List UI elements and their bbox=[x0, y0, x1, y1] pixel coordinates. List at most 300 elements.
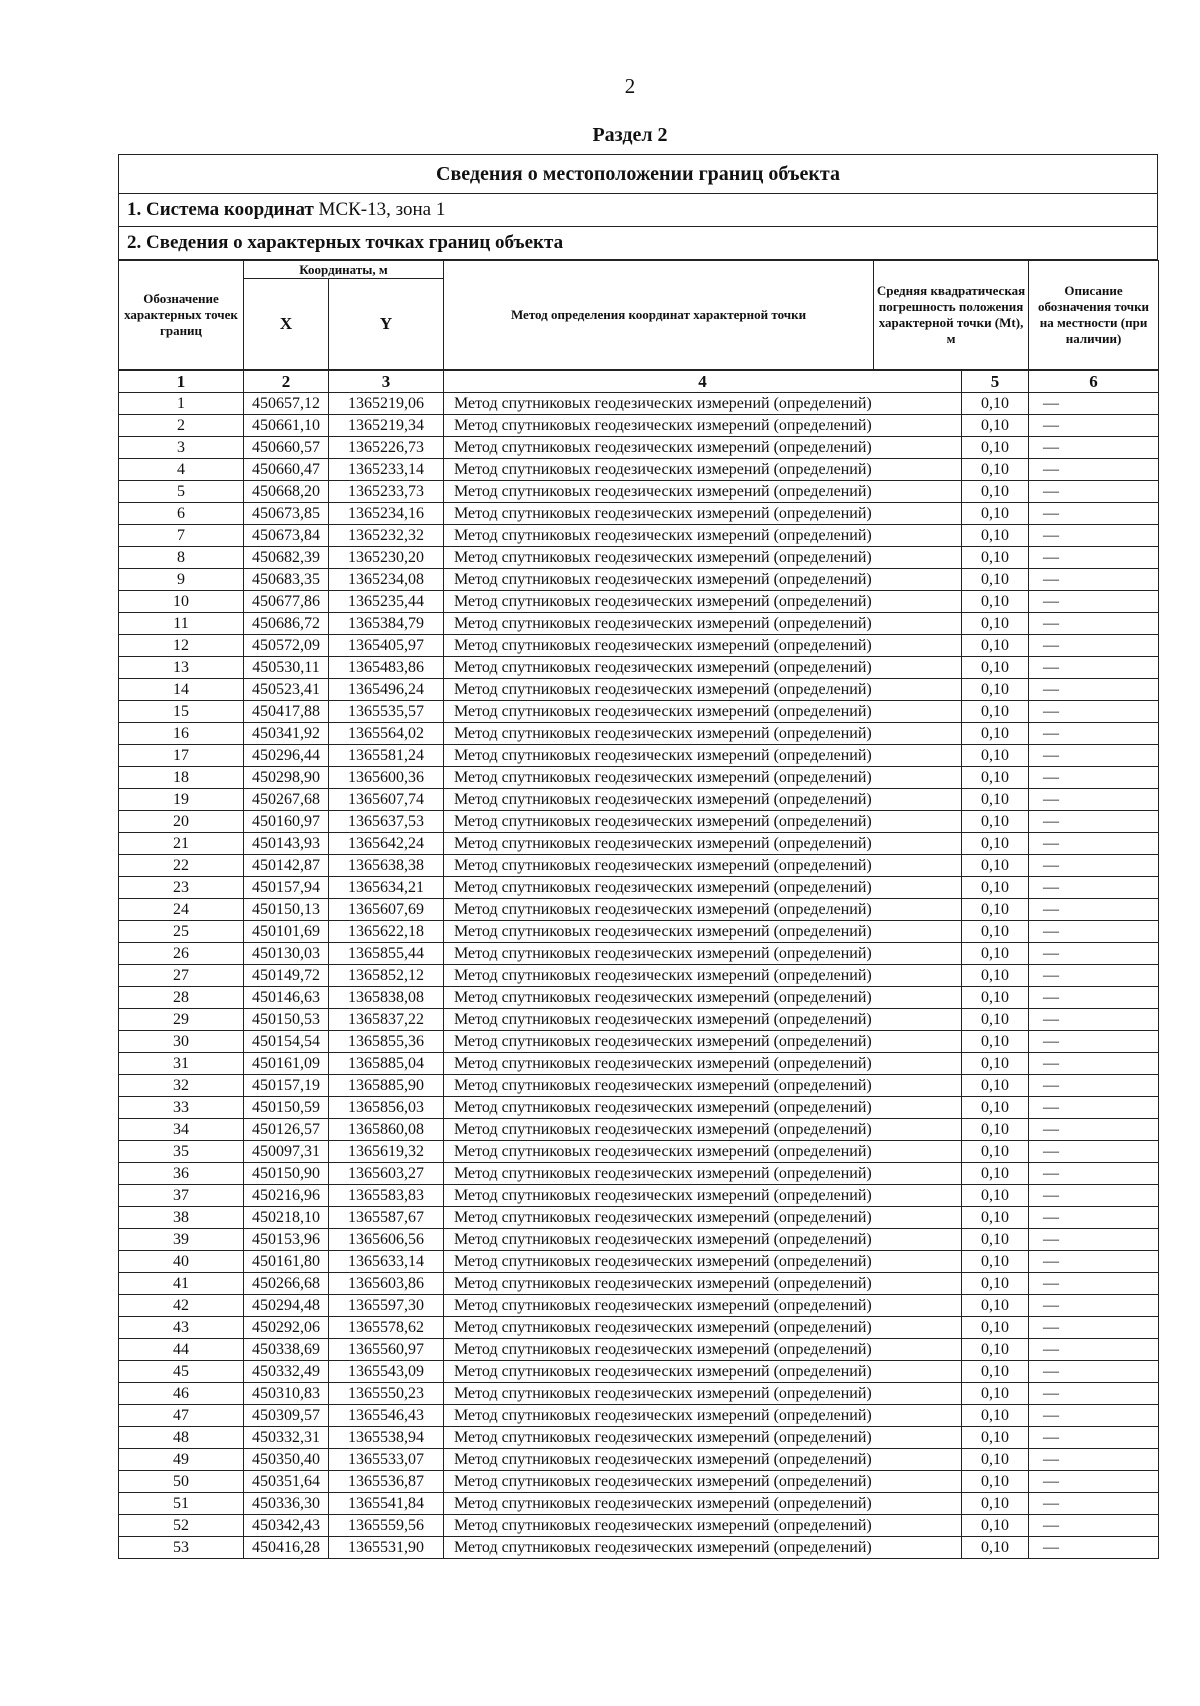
table-row bbox=[119, 1207, 1159, 1229]
point-number: 25 bbox=[119, 921, 244, 943]
point-x: 450143,93 bbox=[244, 833, 329, 855]
point-method: Метод спутниковых геодезических измерений (определений) bbox=[444, 525, 962, 547]
point-x: 450161,09 bbox=[244, 1053, 329, 1075]
point-error: 0,10 bbox=[962, 459, 1029, 481]
point-y: 1365550,23 bbox=[329, 1383, 444, 1405]
point-error: 0,10 bbox=[962, 481, 1029, 503]
point-error: 0,10 bbox=[962, 1141, 1029, 1163]
point-error: 0,10 bbox=[962, 943, 1029, 965]
point-error: 0,10 bbox=[962, 877, 1029, 899]
point-number: 21 bbox=[119, 833, 244, 855]
point-description: — bbox=[1029, 393, 1159, 415]
header-y: Y bbox=[329, 279, 444, 370]
point-x: 450218,10 bbox=[244, 1207, 329, 1229]
header-coordinates: Координаты, м bbox=[244, 261, 444, 279]
point-x: 450150,59 bbox=[244, 1097, 329, 1119]
point-x: 450161,80 bbox=[244, 1251, 329, 1273]
table-row bbox=[119, 1405, 1159, 1427]
point-y: 1365607,69 bbox=[329, 899, 444, 921]
point-number: 30 bbox=[119, 1031, 244, 1053]
point-method: Метод спутниковых геодезических измерений (определений) bbox=[444, 1273, 962, 1295]
point-description: — bbox=[1029, 1295, 1159, 1317]
point-description: — bbox=[1029, 723, 1159, 745]
point-method: Метод спутниковых геодезических измерений (определений) bbox=[444, 657, 962, 679]
point-error: 0,10 bbox=[962, 811, 1029, 833]
point-error: 0,10 bbox=[962, 547, 1029, 569]
point-error: 0,10 bbox=[962, 1119, 1029, 1141]
table-row bbox=[119, 943, 1159, 965]
table-row bbox=[119, 1229, 1159, 1251]
point-x: 450153,96 bbox=[244, 1229, 329, 1251]
point-number: 28 bbox=[119, 987, 244, 1009]
point-number: 23 bbox=[119, 877, 244, 899]
table-row bbox=[119, 833, 1159, 855]
point-description: — bbox=[1029, 1427, 1159, 1449]
point-number: 50 bbox=[119, 1471, 244, 1493]
point-error: 0,10 bbox=[962, 1339, 1029, 1361]
point-method: Метод спутниковых геодезических измерений (определений) bbox=[444, 1207, 962, 1229]
point-method: Метод спутниковых геодезических измерений (определений) bbox=[444, 1163, 962, 1185]
point-method: Метод спутниковых геодезических измерений (определений) bbox=[444, 877, 962, 899]
point-y: 1365583,83 bbox=[329, 1185, 444, 1207]
table-row bbox=[119, 723, 1159, 745]
point-error: 0,10 bbox=[962, 1449, 1029, 1471]
point-x: 450673,84 bbox=[244, 525, 329, 547]
table-row bbox=[119, 525, 1159, 547]
point-error: 0,10 bbox=[962, 613, 1029, 635]
table-row bbox=[119, 1273, 1159, 1295]
point-x: 450266,68 bbox=[244, 1273, 329, 1295]
point-number: 17 bbox=[119, 745, 244, 767]
point-y: 1365538,94 bbox=[329, 1427, 444, 1449]
point-description: — bbox=[1029, 1075, 1159, 1097]
point-y: 1365855,36 bbox=[329, 1031, 444, 1053]
table-row bbox=[119, 1493, 1159, 1515]
header-description: Описание обозначения точки на местности (при наличии) bbox=[1029, 261, 1159, 370]
table-title: Сведения о местоположении границ объекта bbox=[119, 155, 1158, 194]
point-number: 24 bbox=[119, 899, 244, 921]
point-number: 7 bbox=[119, 525, 244, 547]
point-description: — bbox=[1029, 767, 1159, 789]
point-y: 1365531,90 bbox=[329, 1537, 444, 1559]
table-row bbox=[119, 437, 1159, 459]
point-error: 0,10 bbox=[962, 1251, 1029, 1273]
point-description: — bbox=[1029, 481, 1159, 503]
point-method: Метод спутниковых геодезических измерений (определений) bbox=[444, 1405, 962, 1427]
point-description: — bbox=[1029, 965, 1159, 987]
column-number: 3 bbox=[329, 371, 444, 393]
point-y: 1365597,30 bbox=[329, 1295, 444, 1317]
point-x: 450160,97 bbox=[244, 811, 329, 833]
point-y: 1365637,53 bbox=[329, 811, 444, 833]
point-number: 2 bbox=[119, 415, 244, 437]
point-y: 1365619,32 bbox=[329, 1141, 444, 1163]
point-error: 0,10 bbox=[962, 855, 1029, 877]
point-method: Метод спутниковых геодезических измерений (определений) bbox=[444, 415, 962, 437]
point-x: 450142,87 bbox=[244, 855, 329, 877]
points-table-header bbox=[118, 260, 1159, 370]
point-x: 450157,19 bbox=[244, 1075, 329, 1097]
point-x: 450149,72 bbox=[244, 965, 329, 987]
point-method: Метод спутниковых геодезических измерений (определений) bbox=[444, 1229, 962, 1251]
point-number: 15 bbox=[119, 701, 244, 723]
column-number: 6 bbox=[1029, 371, 1159, 393]
point-number: 33 bbox=[119, 1097, 244, 1119]
point-x: 450267,68 bbox=[244, 789, 329, 811]
table-row bbox=[119, 1075, 1159, 1097]
column-number: 1 bbox=[119, 371, 244, 393]
point-error: 0,10 bbox=[962, 415, 1029, 437]
point-y: 1365219,06 bbox=[329, 393, 444, 415]
point-method: Метод спутниковых геодезических измерений (определений) bbox=[444, 1119, 962, 1141]
point-number: 12 bbox=[119, 635, 244, 657]
point-y: 1365860,08 bbox=[329, 1119, 444, 1141]
document-body bbox=[118, 154, 1158, 1559]
point-method: Метод спутниковых геодезических измерений (определений) bbox=[444, 481, 962, 503]
point-description: — bbox=[1029, 1493, 1159, 1515]
point-number: 34 bbox=[119, 1119, 244, 1141]
table-row bbox=[119, 591, 1159, 613]
point-error: 0,10 bbox=[962, 1493, 1029, 1515]
point-method: Метод спутниковых геодезических измерений (определений) bbox=[444, 1383, 962, 1405]
point-y: 1365855,44 bbox=[329, 943, 444, 965]
point-y: 1365885,90 bbox=[329, 1075, 444, 1097]
point-method: Метод спутниковых геодезических измерений (определений) bbox=[444, 679, 962, 701]
point-x: 450661,10 bbox=[244, 415, 329, 437]
point-error: 0,10 bbox=[962, 1163, 1029, 1185]
table-row bbox=[119, 1031, 1159, 1053]
point-x: 450336,30 bbox=[244, 1493, 329, 1515]
point-number: 43 bbox=[119, 1317, 244, 1339]
point-description: — bbox=[1029, 1537, 1159, 1559]
point-number: 11 bbox=[119, 613, 244, 635]
table-row bbox=[119, 789, 1159, 811]
table-row bbox=[119, 1537, 1159, 1559]
point-method: Метод спутниковых геодезических измерений (определений) bbox=[444, 811, 962, 833]
point-error: 0,10 bbox=[962, 745, 1029, 767]
point-number: 22 bbox=[119, 855, 244, 877]
point-method: Метод спутниковых геодезических измерений (определений) bbox=[444, 1471, 962, 1493]
table-row bbox=[119, 899, 1159, 921]
point-y: 1365633,14 bbox=[329, 1251, 444, 1273]
point-method: Метод спутниковых геодезических измерений (определений) bbox=[444, 987, 962, 1009]
point-method: Метод спутниковых геодезических измерений (определений) bbox=[444, 1097, 962, 1119]
point-x: 450130,03 bbox=[244, 943, 329, 965]
point-error: 0,10 bbox=[962, 1383, 1029, 1405]
point-error: 0,10 bbox=[962, 767, 1029, 789]
point-number: 16 bbox=[119, 723, 244, 745]
point-method: Метод спутниковых геодезических измерений (определений) bbox=[444, 459, 962, 481]
point-error: 0,10 bbox=[962, 1207, 1029, 1229]
point-x: 450657,12 bbox=[244, 393, 329, 415]
point-y: 1365233,14 bbox=[329, 459, 444, 481]
point-error: 0,10 bbox=[962, 1471, 1029, 1493]
point-error: 0,10 bbox=[962, 1097, 1029, 1119]
point-method: Метод спутниковых геодезических измерений (определений) bbox=[444, 393, 962, 415]
point-error: 0,10 bbox=[962, 437, 1029, 459]
point-error: 0,10 bbox=[962, 591, 1029, 613]
point-method: Метод спутниковых геодезических измерений (определений) bbox=[444, 745, 962, 767]
point-y: 1365483,86 bbox=[329, 657, 444, 679]
point-method: Метод спутниковых геодезических измерений (определений) bbox=[444, 1031, 962, 1053]
point-y: 1365600,36 bbox=[329, 767, 444, 789]
header-x: X bbox=[244, 279, 329, 370]
point-y: 1365856,03 bbox=[329, 1097, 444, 1119]
point-x: 450682,39 bbox=[244, 547, 329, 569]
point-number: 20 bbox=[119, 811, 244, 833]
header-designation: Обозначение характерных точек границ bbox=[119, 261, 244, 370]
table-row bbox=[119, 503, 1159, 525]
point-y: 1365885,04 bbox=[329, 1053, 444, 1075]
column-number: 2 bbox=[244, 371, 329, 393]
point-number: 27 bbox=[119, 965, 244, 987]
point-method: Метод спутниковых геодезических измерений (определений) bbox=[444, 789, 962, 811]
table-row bbox=[119, 415, 1159, 437]
table-row bbox=[119, 1009, 1159, 1031]
point-description: — bbox=[1029, 1449, 1159, 1471]
point-number: 42 bbox=[119, 1295, 244, 1317]
table-row bbox=[119, 1251, 1159, 1273]
point-method: Метод спутниковых геодезических измерений (определений) bbox=[444, 1185, 962, 1207]
point-number: 13 bbox=[119, 657, 244, 679]
point-x: 450150,13 bbox=[244, 899, 329, 921]
table-row bbox=[119, 679, 1159, 701]
point-y: 1365234,16 bbox=[329, 503, 444, 525]
point-description: — bbox=[1029, 1141, 1159, 1163]
point-error: 0,10 bbox=[962, 899, 1029, 921]
point-number: 31 bbox=[119, 1053, 244, 1075]
point-method: Метод спутниковых геодезических измерений (определений) bbox=[444, 767, 962, 789]
point-y: 1365852,12 bbox=[329, 965, 444, 987]
point-description: — bbox=[1029, 503, 1159, 525]
point-method: Метод спутниковых геодезических измерений (определений) bbox=[444, 1537, 962, 1559]
point-y: 1365622,18 bbox=[329, 921, 444, 943]
table-row bbox=[119, 987, 1159, 1009]
point-y: 1365496,24 bbox=[329, 679, 444, 701]
point-error: 0,10 bbox=[962, 525, 1029, 547]
point-error: 0,10 bbox=[962, 1273, 1029, 1295]
point-y: 1365535,57 bbox=[329, 701, 444, 723]
point-y: 1365603,86 bbox=[329, 1273, 444, 1295]
header-method: Метод определения координат характерной точки bbox=[444, 261, 874, 370]
point-description: — bbox=[1029, 855, 1159, 877]
point-number: 46 bbox=[119, 1383, 244, 1405]
point-description: — bbox=[1029, 899, 1159, 921]
point-description: — bbox=[1029, 1053, 1159, 1075]
point-description: — bbox=[1029, 459, 1159, 481]
point-number: 52 bbox=[119, 1515, 244, 1537]
point-error: 0,10 bbox=[962, 789, 1029, 811]
point-description: — bbox=[1029, 547, 1159, 569]
page-number: 2 bbox=[624, 74, 636, 98]
table-row bbox=[119, 613, 1159, 635]
point-x: 450150,90 bbox=[244, 1163, 329, 1185]
point-description: — bbox=[1029, 1009, 1159, 1031]
point-error: 0,10 bbox=[962, 1515, 1029, 1537]
point-description: — bbox=[1029, 811, 1159, 833]
point-number: 49 bbox=[119, 1449, 244, 1471]
table-row bbox=[119, 767, 1159, 789]
point-x: 450338,69 bbox=[244, 1339, 329, 1361]
point-description: — bbox=[1029, 921, 1159, 943]
point-y: 1365578,62 bbox=[329, 1317, 444, 1339]
table-row bbox=[119, 701, 1159, 723]
point-description: — bbox=[1029, 1163, 1159, 1185]
point-method: Метод спутниковых геодезических измерений (определений) bbox=[444, 547, 962, 569]
point-description: — bbox=[1029, 1251, 1159, 1273]
point-x: 450101,69 bbox=[244, 921, 329, 943]
point-number: 32 bbox=[119, 1075, 244, 1097]
point-error: 0,10 bbox=[962, 1427, 1029, 1449]
table-row bbox=[119, 1119, 1159, 1141]
point-number: 14 bbox=[119, 679, 244, 701]
point-x: 450350,40 bbox=[244, 1449, 329, 1471]
point-y: 1365564,02 bbox=[329, 723, 444, 745]
table-row bbox=[119, 1339, 1159, 1361]
point-x: 450416,28 bbox=[244, 1537, 329, 1559]
point-method: Метод спутниковых геодезических измерений (определений) bbox=[444, 899, 962, 921]
point-method: Метод спутниковых геодезических измерений (определений) bbox=[444, 965, 962, 987]
point-method: Метод спутниковых геодезических измерений (определений) bbox=[444, 503, 962, 525]
point-x: 450097,31 bbox=[244, 1141, 329, 1163]
table-row bbox=[119, 1053, 1159, 1075]
point-method: Метод спутниковых геодезических измерений (определений) bbox=[444, 943, 962, 965]
point-x: 450523,41 bbox=[244, 679, 329, 701]
point-number: 36 bbox=[119, 1163, 244, 1185]
point-x: 450677,86 bbox=[244, 591, 329, 613]
point-method: Метод спутниковых геодезических измерений (определений) bbox=[444, 1295, 962, 1317]
section-title: Раздел 2 bbox=[592, 124, 668, 146]
point-description: — bbox=[1029, 1405, 1159, 1427]
point-description: — bbox=[1029, 789, 1159, 811]
point-method: Метод спутниковых геодезических измерений (определений) bbox=[444, 1251, 962, 1273]
point-error: 0,10 bbox=[962, 1053, 1029, 1075]
point-x: 450673,85 bbox=[244, 503, 329, 525]
point-y: 1365541,84 bbox=[329, 1493, 444, 1515]
point-error: 0,10 bbox=[962, 987, 1029, 1009]
point-x: 450572,09 bbox=[244, 635, 329, 657]
point-x: 450126,57 bbox=[244, 1119, 329, 1141]
point-description: — bbox=[1029, 1031, 1159, 1053]
point-x: 450668,20 bbox=[244, 481, 329, 503]
point-error: 0,10 bbox=[962, 1361, 1029, 1383]
point-description: — bbox=[1029, 1515, 1159, 1537]
point-y: 1365543,09 bbox=[329, 1361, 444, 1383]
point-x: 450342,43 bbox=[244, 1515, 329, 1537]
point-error: 0,10 bbox=[962, 657, 1029, 679]
points-section-title: 2. Сведения о характерных точках границ объекта bbox=[119, 227, 1158, 260]
point-error: 0,10 bbox=[962, 1075, 1029, 1097]
point-number: 39 bbox=[119, 1229, 244, 1251]
table-row bbox=[119, 1317, 1159, 1339]
point-x: 450530,11 bbox=[244, 657, 329, 679]
point-number: 37 bbox=[119, 1185, 244, 1207]
point-number: 4 bbox=[119, 459, 244, 481]
point-x: 450660,57 bbox=[244, 437, 329, 459]
point-number: 9 bbox=[119, 569, 244, 591]
table-row bbox=[119, 1141, 1159, 1163]
point-y: 1365642,24 bbox=[329, 833, 444, 855]
point-description: — bbox=[1029, 1185, 1159, 1207]
point-x: 450298,90 bbox=[244, 767, 329, 789]
table-row bbox=[119, 547, 1159, 569]
point-method: Метод спутниковых геодезических измерений (определений) bbox=[444, 1361, 962, 1383]
point-number: 35 bbox=[119, 1141, 244, 1163]
point-y: 1365546,43 bbox=[329, 1405, 444, 1427]
point-method: Метод спутниковых геодезических измерений (определений) bbox=[444, 437, 962, 459]
point-error: 0,10 bbox=[962, 503, 1029, 525]
point-number: 18 bbox=[119, 767, 244, 789]
point-description: — bbox=[1029, 701, 1159, 723]
point-y: 1365234,08 bbox=[329, 569, 444, 591]
point-number: 10 bbox=[119, 591, 244, 613]
point-method: Метод спутниковых геодезических измерений (определений) bbox=[444, 921, 962, 943]
point-x: 450351,64 bbox=[244, 1471, 329, 1493]
point-error: 0,10 bbox=[962, 1317, 1029, 1339]
point-description: — bbox=[1029, 613, 1159, 635]
point-error: 0,10 bbox=[962, 569, 1029, 591]
point-description: — bbox=[1029, 591, 1159, 613]
coordinate-system-row bbox=[119, 194, 1158, 227]
point-description: — bbox=[1029, 877, 1159, 899]
point-description: — bbox=[1029, 1339, 1159, 1361]
point-x: 450332,31 bbox=[244, 1427, 329, 1449]
point-error: 0,10 bbox=[962, 679, 1029, 701]
point-description: — bbox=[1029, 1317, 1159, 1339]
point-y: 1365837,22 bbox=[329, 1009, 444, 1031]
table-row bbox=[119, 877, 1159, 899]
point-description: — bbox=[1029, 569, 1159, 591]
point-error: 0,10 bbox=[962, 1009, 1029, 1031]
table-row bbox=[119, 569, 1159, 591]
point-method: Метод спутниковых геодезических измерений (определений) bbox=[444, 723, 962, 745]
table-row bbox=[119, 1427, 1159, 1449]
table-row bbox=[119, 1295, 1159, 1317]
point-x: 450216,96 bbox=[244, 1185, 329, 1207]
table-row bbox=[119, 1471, 1159, 1493]
point-y: 1365219,34 bbox=[329, 415, 444, 437]
point-number: 29 bbox=[119, 1009, 244, 1031]
point-y: 1365235,44 bbox=[329, 591, 444, 613]
point-x: 450310,83 bbox=[244, 1383, 329, 1405]
point-description: — bbox=[1029, 745, 1159, 767]
point-number: 47 bbox=[119, 1405, 244, 1427]
column-numbers-row bbox=[119, 371, 1159, 393]
point-error: 0,10 bbox=[962, 1295, 1029, 1317]
point-y: 1365638,38 bbox=[329, 855, 444, 877]
coordinate-system-value: МСК-13, зона 1 bbox=[313, 199, 446, 220]
point-y: 1365603,27 bbox=[329, 1163, 444, 1185]
point-description: — bbox=[1029, 943, 1159, 965]
point-y: 1365233,73 bbox=[329, 481, 444, 503]
point-y: 1365405,97 bbox=[329, 635, 444, 657]
point-number: 5 bbox=[119, 481, 244, 503]
table-row bbox=[119, 1515, 1159, 1537]
table-row bbox=[119, 745, 1159, 767]
point-x: 450417,88 bbox=[244, 701, 329, 723]
table-row bbox=[119, 1361, 1159, 1383]
table-row bbox=[119, 1097, 1159, 1119]
point-method: Метод спутниковых геодезических измерений (определений) bbox=[444, 1493, 962, 1515]
point-number: 8 bbox=[119, 547, 244, 569]
point-number: 6 bbox=[119, 503, 244, 525]
point-error: 0,10 bbox=[962, 1405, 1029, 1427]
point-method: Метод спутниковых геодезических измерений (определений) bbox=[444, 855, 962, 877]
point-y: 1365559,56 bbox=[329, 1515, 444, 1537]
point-x: 450660,47 bbox=[244, 459, 329, 481]
point-description: — bbox=[1029, 833, 1159, 855]
table-row bbox=[119, 657, 1159, 679]
